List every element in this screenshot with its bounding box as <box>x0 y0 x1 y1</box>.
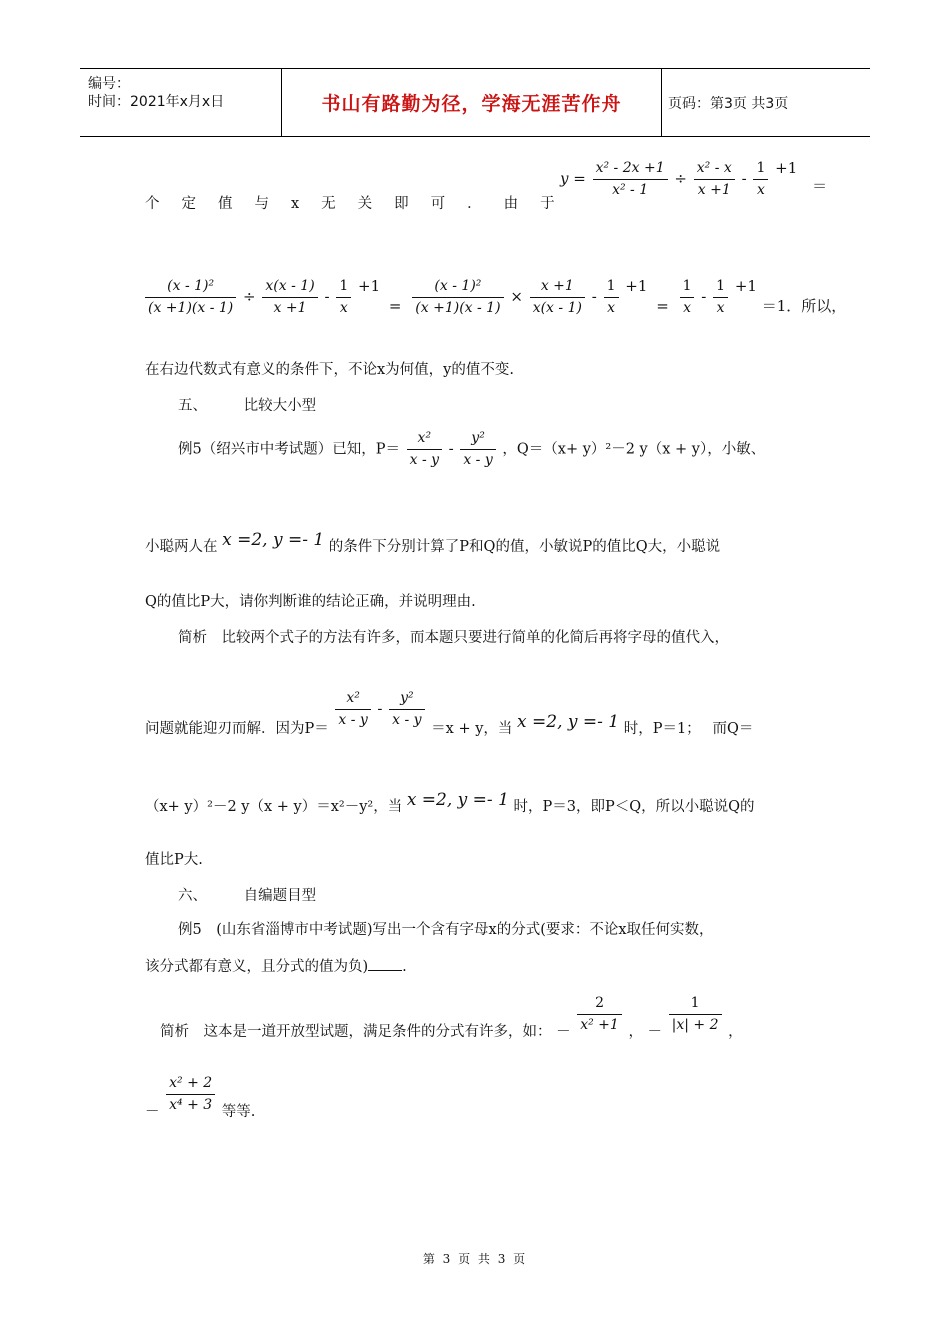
section-6-heading <box>178 888 316 905</box>
example-5-lead: 例5（绍兴市中考试题）已知，P＝ <box>178 441 400 458</box>
example-5-line-2a: 小聪两人在 <box>145 539 218 555</box>
analysis-p-minus: - <box>377 699 383 718</box>
analysis-5-line-3 <box>145 790 755 816</box>
answer-frac-a-num: 2 <box>577 995 622 1015</box>
chain-frac-d-den: (x +1)(x - 1) <box>415 299 501 316</box>
chain-divide: ÷ <box>243 287 256 306</box>
analysis-p-frac-2-num: y² <box>389 690 424 710</box>
answer-frac-b-num: 1 <box>669 995 722 1015</box>
answer-frac-c <box>166 1075 215 1114</box>
analysis-5-line-3a: （x+ y）²－2 y（x + y）＝x²－y²，当 <box>145 799 403 815</box>
p-minus: - <box>448 439 454 458</box>
chain-frac-g-den: x <box>683 299 691 316</box>
analysis-5-line-2c: 时，P＝1； 而Q＝ <box>623 721 754 738</box>
chain-frac-a-den: (x +1)(x - 1) <box>148 299 234 316</box>
header-time: 时间：2021年x月x日 <box>88 94 225 110</box>
chain-frac-g <box>680 278 695 317</box>
analysis-5-condition-1: x =2, y =- 1 <box>517 712 620 733</box>
chain-frac-b <box>262 278 317 317</box>
analysis-p-frac-2 <box>389 690 424 729</box>
example-6-line-2-end: . <box>402 959 407 975</box>
example-5-line-3: Q的值比P大，请你判断谁的结论正确，并说明理由. <box>145 594 476 610</box>
answer-frac-a <box>577 995 622 1034</box>
chain-tail: ＝1．所以， <box>761 297 847 316</box>
section-6-num: 六、 <box>178 888 207 904</box>
chain-frac-e-num: x +1 <box>530 278 585 298</box>
analysis-5-line-2a: 问题就能迎刃而解．因为P＝ <box>145 721 329 738</box>
chain-frac-h-den: x <box>716 299 725 316</box>
fraction-1-num: x² - 2x +1 <box>593 160 668 180</box>
answer-blank <box>368 958 402 971</box>
chain-frac-c-den: x <box>339 299 348 316</box>
chain-plus-1: +1 <box>358 277 381 296</box>
equation-y <box>560 160 827 199</box>
fraction-2-den: x +1 <box>697 181 731 198</box>
analysis-6-comma-1: ， <box>628 1024 643 1041</box>
example-5-condition: x =2, y =- 1 <box>222 530 325 550</box>
chain-frac-e-den: x(x - 1) <box>532 299 582 316</box>
p-frac-2 <box>460 430 495 469</box>
p-frac-1 <box>407 430 442 469</box>
analysis-5-line-4: 值比P大. <box>145 852 203 868</box>
answer-frac-c-den: x⁴ + 3 <box>169 1096 213 1113</box>
chain-frac-c <box>336 278 351 317</box>
analysis-5-line-2b: ＝x + y，当 <box>431 721 513 738</box>
chain-frac-f-num: 1 <box>604 278 619 298</box>
chain-minus-3: - <box>701 287 707 306</box>
answer-frac-b-den: |x| + 2 <box>671 1016 719 1033</box>
header-serial: 编号： <box>88 76 130 92</box>
answer-frac-b <box>669 995 722 1034</box>
chain-frac-a <box>145 278 236 317</box>
analysis-6-neg-3: － <box>145 1104 160 1121</box>
analysis-6-lead: 简析 这本是一道开放型试题，满足条件的分式有许多，如： <box>160 1024 552 1041</box>
chain-frac-f-den: x <box>607 299 615 316</box>
analysis-6-line-1 <box>160 995 743 1041</box>
chain-eq-2: = <box>656 297 669 316</box>
analysis-6-neg-1: － <box>556 1024 571 1041</box>
chain-frac-a-num: (x - 1)² <box>145 278 236 298</box>
analysis-p-frac-2-den: x - y <box>392 711 422 728</box>
header-table <box>80 68 870 137</box>
chain-frac-b-num: x(x - 1) <box>262 278 317 298</box>
plus-one: +1 <box>775 159 798 178</box>
analysis-6-neg-2: － <box>647 1024 663 1041</box>
chain-plus-3: +1 <box>734 277 757 296</box>
example-5-line-2 <box>145 530 721 556</box>
header-motto-cell <box>282 69 662 136</box>
header-motto: 书山有路勤为径，学海无涯苦作舟 <box>321 93 622 115</box>
header-page-cell <box>662 69 870 136</box>
minus-sign: - <box>741 169 747 188</box>
p-frac-2-num: y² <box>460 430 495 450</box>
example-6-line-2-text: 该分式都有意义，且分式的值为负) <box>145 959 369 975</box>
example-5-line-2b: 的条件下分别计算了P和Q的值，小敏说P的值比Q大，小聪说 <box>328 539 721 555</box>
fraction-1 <box>593 160 668 199</box>
answer-frac-c-num: x² + 2 <box>166 1075 215 1095</box>
chain-plus-2: +1 <box>625 277 648 296</box>
fraction-2-num: x² - x <box>694 160 735 180</box>
analysis-6-comma-2: ， <box>728 1024 743 1041</box>
header-left-cell <box>80 69 282 136</box>
chain-frac-e <box>530 278 585 317</box>
para-1 <box>145 196 577 213</box>
chain-frac-g-num: 1 <box>680 278 695 298</box>
section-5-num: 五、 <box>178 398 207 414</box>
chain-frac-d <box>412 278 503 317</box>
para-3: 在右边代数式有意义的条件下，不论x为何值，y的值不变. <box>145 362 514 378</box>
p-frac-1-num: x² <box>407 430 442 450</box>
equals-sign: ＝ <box>812 177 828 196</box>
header-page: 页码：第3页 共3页 <box>668 95 789 112</box>
answer-frac-a-den: x² +1 <box>580 1016 619 1033</box>
chain-frac-d-num: (x - 1)² <box>412 278 503 298</box>
example-5-line-1 <box>178 430 765 469</box>
chain-frac-h-num: 1 <box>713 278 728 298</box>
section-6-title: 自编题目型 <box>243 888 317 904</box>
chain-minus-1: - <box>324 287 330 306</box>
analysis-p-frac-1 <box>335 690 370 729</box>
fraction-2 <box>694 160 735 199</box>
page-footer: 第 3 页 共 3 页 <box>422 1252 528 1266</box>
section-5-title: 比较大小型 <box>243 398 317 414</box>
fraction-3-den: x <box>756 181 765 198</box>
analysis-5-line-1: 简析 比较两个式子的方法有许多，而本题只要进行简单的化简后再将字母的值代入， <box>178 630 729 646</box>
p-frac-1-den: x - y <box>409 451 440 468</box>
fraction-1-den: x² - 1 <box>612 181 649 198</box>
fraction-3-num: 1 <box>753 160 768 180</box>
chain-frac-f <box>604 278 619 317</box>
analysis-6-line-2 <box>145 1075 256 1121</box>
analysis-p-frac-1-num: x² <box>335 690 370 710</box>
chain-frac-h <box>713 278 728 317</box>
chain-times: × <box>510 287 523 306</box>
fraction-3 <box>753 160 768 199</box>
example-6-line-1: 例5 (山东省淄博市中考试题)写出一个含有字母x的分式(要求：不论x取任何实数， <box>178 922 714 938</box>
analysis-6-tail: 等等. <box>221 1104 256 1121</box>
para-1-text: 个定值与x无关即可．由于 <box>145 196 577 212</box>
analysis-5-line-2 <box>145 690 754 738</box>
analysis-5-line-3b: 时，P＝3，即P＜Q，所以小聪说Q的 <box>513 799 755 815</box>
chain-minus-2: - <box>591 287 597 306</box>
example-6-line-2 <box>145 958 407 976</box>
chain-frac-b-den: x +1 <box>273 299 307 316</box>
example-5-rest: ，Q＝（x+ y）²－2 y（x + y），小敏、 <box>502 441 766 458</box>
eq-y-label: y = <box>560 169 586 188</box>
divide-sign: ÷ <box>674 169 687 188</box>
p-frac-2-den: x - y <box>463 451 493 468</box>
section-5-heading <box>178 398 316 415</box>
chain-frac-c-num: 1 <box>336 278 351 298</box>
analysis-5-condition-2: x =2, y =- 1 <box>406 790 509 810</box>
analysis-p-frac-1-den: x - y <box>338 711 368 728</box>
equation-chain <box>143 278 846 317</box>
chain-eq-1: = <box>388 297 402 316</box>
